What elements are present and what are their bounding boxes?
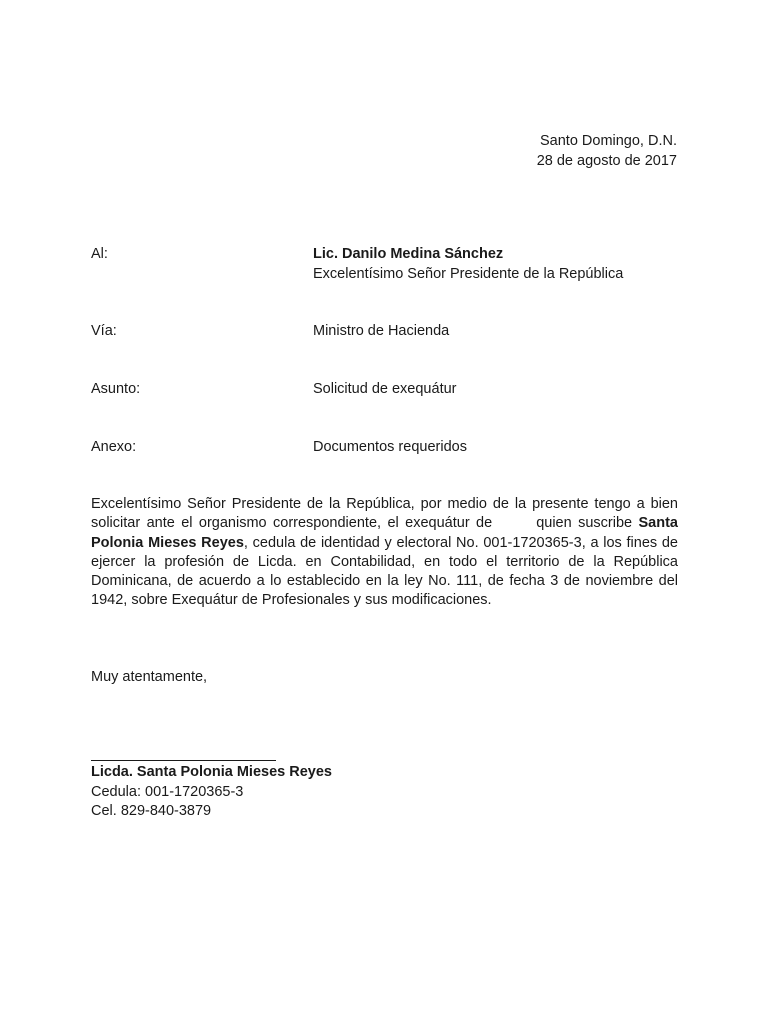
letter-header — [537, 132, 677, 171]
closing-text: Muy atentamente, — [91, 669, 208, 685]
field-asunto-value: Solicitud de exequátur — [313, 381, 457, 397]
signature-block — [91, 763, 332, 822]
letter-date: 28 de agosto de 2017 — [536, 152, 677, 169]
body-part-3: , cedula de identidad y electoral No. 001-1720365-3, a los fines de ejercer la profesión de Licda. en Contabilidad, en todo el territorio de la República Dominicana, de acuerdo a lo establecido en la ley No. 111, de fecha 3 de noviembre del 1942, sobre Exequátur de Profesionales y sus modificaciones. — [91, 534, 678, 609]
applicant-name: Santa Polonia Mieses Reyes — [91, 515, 678, 551]
letter-place: Santo Domingo, D.N. — [539, 133, 677, 149]
signature-name: Licda. Santa Polonia Mieses Reyes — [91, 764, 332, 780]
field-via-value: Ministro de Hacienda — [313, 323, 450, 339]
recipient-name: Lic. Danilo Medina Sánchez — [313, 246, 504, 262]
recipient-title: Excelentísimo Señor Presidente de la República — [313, 265, 624, 282]
signature-cedula: Cedula: 001-1720365-3 — [91, 783, 244, 800]
signature-phone: Cel. 829-840-3879 — [91, 803, 212, 819]
field-al-label: Al: — [91, 246, 108, 262]
field-via-label: Vía: — [91, 323, 117, 339]
field-asunto-label: Asunto: — [91, 381, 141, 397]
field-al-value — [313, 245, 623, 284]
body-paragraph — [91, 495, 678, 611]
body-part-1: Excelentísimo Señor Presidente de la República, por medio de la presente tengo a bien solicitar ante el organismo correspondiente, el exequátur de — [91, 496, 678, 532]
field-anexo-value: Documentos requeridos — [313, 439, 467, 455]
signature-line — [91, 760, 276, 761]
body-part-2: quien suscribe — [536, 515, 633, 532]
field-anexo-label: Anexo: — [91, 439, 137, 455]
